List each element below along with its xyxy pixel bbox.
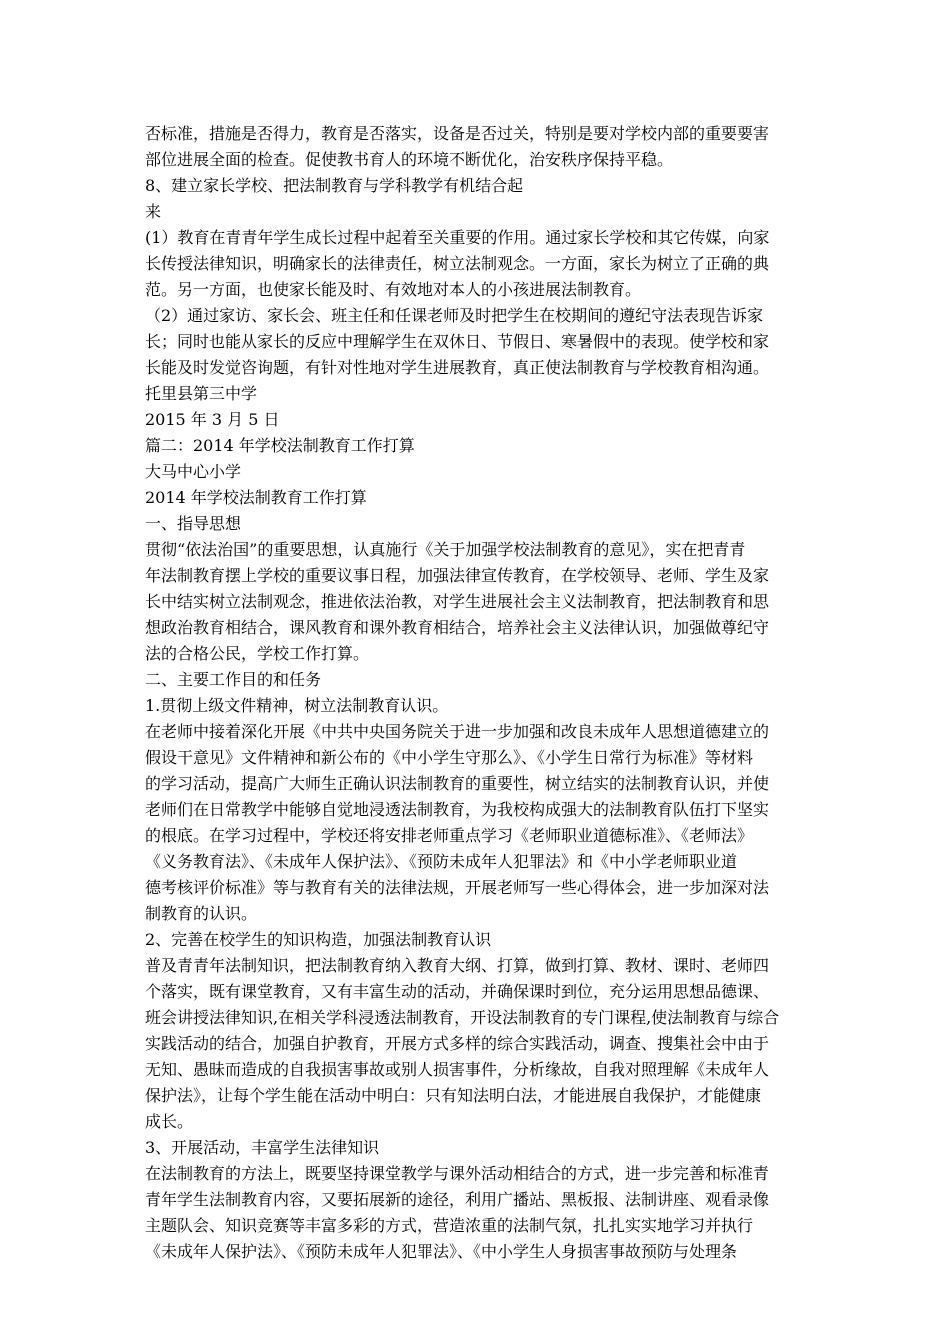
text-line: （2）通过家访、家长会、班主任和任课老师及时把学生在校期间的遵纪守法表现告诉家	[145, 306, 764, 325]
text-line: 篇二：2014 年学校法制教育工作打算	[145, 436, 415, 455]
text-line: 制教育的认识。	[145, 904, 258, 923]
text-line: 的学习活动，提高广大师生正确认识法制教育的重要性，树立结实的法制教育认识，并使	[145, 774, 770, 793]
text-line: 成长。	[145, 1112, 194, 1131]
text-line: 2014 年学校法制教育工作打算	[145, 488, 367, 507]
text-line: 范。另一方面，也使家长能及时、有效地对本人的小孩进展法制教育。	[145, 280, 642, 299]
text-line: 2015 年 3 月 5 日	[145, 410, 280, 429]
text-line: 班会讲授法律知识,在相关学科浸透法制教育，开设法制教育的专门课程,使法制教育与综合	[145, 1008, 780, 1027]
text-line: 个落实，既有课堂教育，又有丰富生动的活动，并确保课时到位，充分运用思想品德课、	[145, 982, 770, 1001]
text-line: 实践活动的结合，加强自护教育，开展方式多样的综合实践活动，调查、搜集社会中由于	[145, 1034, 770, 1053]
text-line: 《义务教育法》、《未成年人保护法》、《预防未成年人犯罪法》和《中小学老师职业道	[145, 852, 738, 871]
text-line: 青年学生法制教育内容，又要拓展新的途径，利用广播站、黑板报、法制讲座、观看录像	[145, 1190, 770, 1209]
text-line: 法的合格公民，学校工作打算。	[145, 644, 370, 663]
text-line: 年法制教育摆上学校的重要议事日程，加强法律宣传教育，在学校领导、老师、学生及家	[145, 566, 770, 585]
text-line: 一、指导思想	[145, 514, 242, 533]
text-line: 在法制教育的方法上，既要坚持课堂教学与课外活动相结合的方式，进一步完善和标准青	[145, 1164, 770, 1183]
text-line: 3、开展活动，丰富学生法律知识	[145, 1138, 380, 1157]
text-line: 长；同时也能从家长的反应中理解学生在双休日、节假日、寒暑假中的表现。使学校和家	[145, 332, 770, 351]
text-line: 长能及时发觉咨询题，有针对性地对学生进展教育，真正使法制教育与学校教育相沟通。	[145, 358, 770, 377]
text-line: 长中结实树立法制观念，推进依法治教，对学生进展社会主义法制教育，把法制教育和思	[145, 592, 770, 611]
text-line: 2、完善在校学生的知识构造，加强法制教育认识	[145, 930, 492, 949]
text-line: 二、主要工作目的和任务	[145, 670, 322, 689]
text-line: 无知、愚昧而造成的自我损害事故或别人损害事件，分析缘故，自我对照理解《未成年人	[145, 1060, 770, 1079]
text-line: 《未成年人保护法》、《预防未成年人犯罪法》、《中小学生人身损害事故预防与处理条	[145, 1242, 738, 1261]
text-line: 假设干意见》文件精神和新公布的《中小学生守那么》、《小学生日常行为标准》等材料	[145, 748, 754, 767]
text-line: 托里县第三中学	[145, 384, 258, 403]
text-line: 贯彻“依法治国”的重要思想，认真施行《关于加强学校法制教育的意见》，实在把青青	[145, 540, 746, 559]
text-line: 德考核评价标准》等与教育有关的法律法规，开展老师写一些心得体会，进一步加深对法	[145, 878, 770, 897]
text-line: 长传授法律知识，明确家长的法律责任，树立法制观念。一方面，家长为树立了正确的典	[145, 254, 770, 273]
text-line: 普及青青年法制知识，把法制教育纳入教育大纲、打算，做到打算、教材、课时、老师四	[145, 956, 770, 975]
text-line: 大马中心小学	[145, 462, 242, 481]
text-line: (1）教育在青青年学生成长过程中起着至关重要的作用。通过家长学校和其它传媒，向家	[145, 228, 770, 247]
text-line: 部位进展全面的检查。促使教书育人的环境不断优化，治安秩序保持平稳。	[145, 150, 674, 169]
text-line: 主题队会、知识竞赛等丰富多彩的方式，营造浓重的法制气氛，扎扎实实地学习并执行	[145, 1216, 754, 1235]
text-line: 在老师中接着深化开展《中共中央国务院关于进一步加强和改良未成年人思想道德建立的	[145, 722, 770, 741]
text-line: 的根底。在学习过程中，学校还将安排老师重点学习《老师职业道德标准》、《老师法》	[145, 826, 754, 845]
text-line: 想政治教育相结合，课风教育和课外教育相结合，培养社会主义法律认识，加强做尊纪守	[145, 618, 770, 637]
document-page	[145, 121, 807, 1265]
text-line: 保护法》，让每个学生能在活动中明白：只有知法明白法，才能进展自我保护，才能健康	[145, 1086, 762, 1105]
text-line: 1.贯彻上级文件精神，树立法制教育认识。	[145, 696, 449, 715]
text-line: 否标准，措施是否得力，教育是否落实，设备是否过关，特别是要对学校内部的重要要害	[145, 124, 770, 143]
text-line: 8、建立家长学校、把法制教育与学科教学有机结合起	[145, 176, 524, 195]
text-line: 来	[145, 202, 162, 221]
text-line: 老师们在日常教学中能够自觉地浸透法制教育，为我校构成强大的法制教育队伍打下坚实	[145, 800, 770, 819]
